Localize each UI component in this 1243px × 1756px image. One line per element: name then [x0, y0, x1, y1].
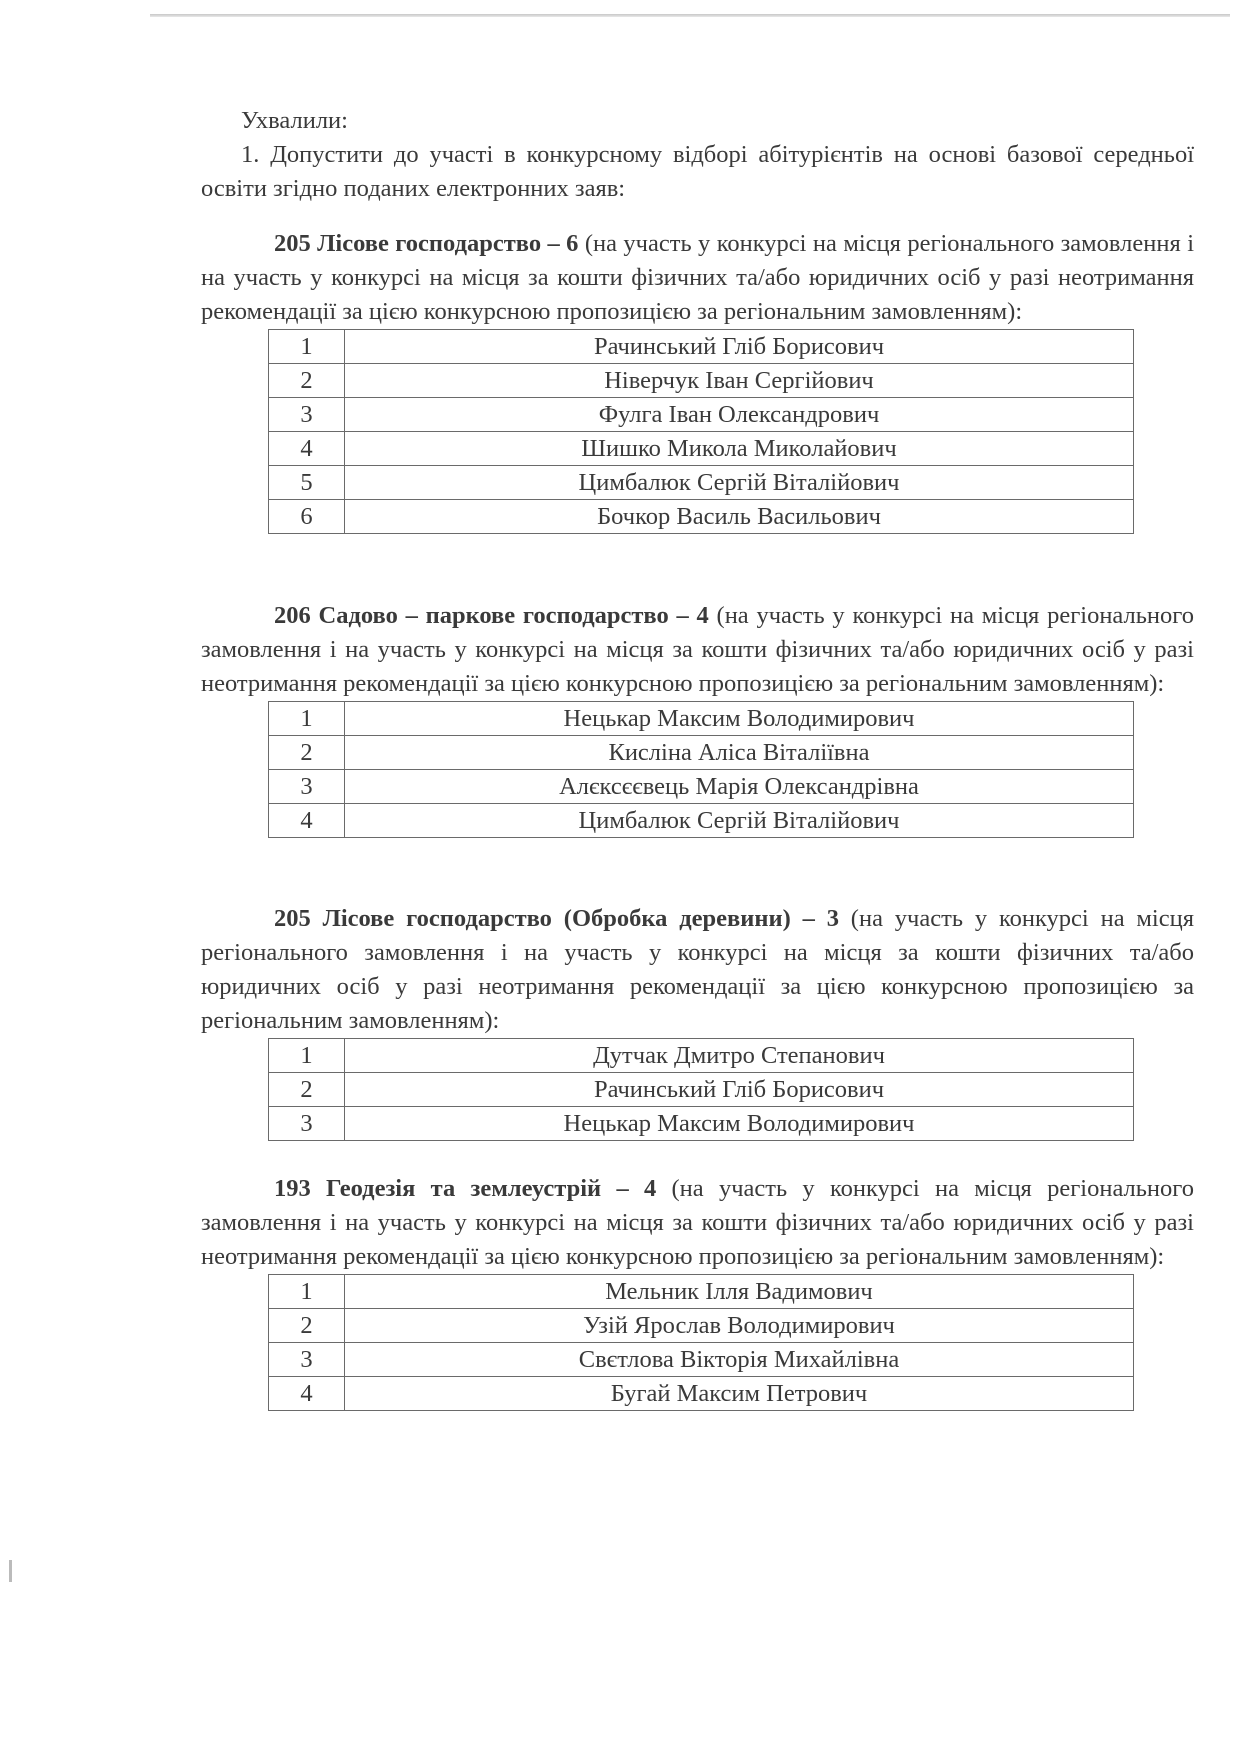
- applicant-name: Ніверчук Іван Сергійович: [345, 364, 1134, 398]
- row-number: 4: [269, 804, 345, 838]
- applicant-name: Рачинський Гліб Борисович: [345, 1073, 1134, 1107]
- table-row: [269, 398, 1134, 432]
- row-number: 1: [269, 1275, 345, 1309]
- table-row: [269, 702, 1134, 736]
- section-heading: 206 Садово – паркове господарство – 4: [274, 602, 709, 629]
- table-row: [269, 804, 1134, 838]
- table-row: [269, 1275, 1134, 1309]
- row-number: 2: [269, 1073, 345, 1107]
- resolution-item-1: 1. Допустити до участі в конкурсному відборі абітурієнтів на основі базової середньої освіти згідно поданих електронних заяв:: [201, 141, 1194, 202]
- applicants-table: [268, 701, 1134, 838]
- section-note: (на участь у конкурсі на місця регіонального замовлення і на участь у конкурсі на місця за кошти фізичних та/або юридичних осіб у разі неотримання рекомендації за цією конкурсною пропозицією за регіональним замовленням):: [201, 230, 1195, 325]
- row-number: 4: [269, 432, 345, 466]
- table-row: [269, 1343, 1134, 1377]
- table-row: [269, 1377, 1134, 1411]
- section-paragraph: [201, 902, 1194, 1038]
- applicant-name: Мельник Ілля Вадимович: [345, 1275, 1134, 1309]
- applicants-table: [268, 1038, 1134, 1141]
- row-number: 3: [269, 1343, 345, 1377]
- row-number: 2: [269, 364, 345, 398]
- section-note: (на участь у конкурсі на місця регіонального замовлення і на участь у конкурсі на місця за кошти фізичних та/або юридичних осіб у разі неотримання рекомендації за цією конкурсною пропозицією за регіональним замовленням):: [201, 602, 1194, 697]
- table-row: [269, 330, 1134, 364]
- table-row: [269, 1107, 1134, 1141]
- applicant-name: Узій Ярослав Володимирович: [345, 1309, 1134, 1343]
- section-205-woodworking: [201, 902, 1194, 1141]
- row-number: 2: [269, 1309, 345, 1343]
- table-row: [269, 364, 1134, 398]
- resolved-label: Ухвалили:: [241, 107, 348, 134]
- row-number: 5: [269, 466, 345, 500]
- applicant-name: Цимбалюк Сергій Віталійович: [345, 804, 1134, 838]
- row-number: 3: [269, 1107, 345, 1141]
- row-number: 1: [269, 702, 345, 736]
- row-number: 4: [269, 1377, 345, 1411]
- row-number: 3: [269, 398, 345, 432]
- row-number: 6: [269, 500, 345, 534]
- applicants-table: [268, 1274, 1134, 1411]
- applicant-name: Нецькар Максим Володимирович: [345, 1107, 1134, 1141]
- section-heading: 205 Лісове господарство (Обробка деревини) – 3: [274, 905, 839, 932]
- section-heading: 205 Лісове господарство – 6: [274, 230, 579, 257]
- table-row: [269, 500, 1134, 534]
- applicant-name: Цимбалюк Сергій Віталійович: [345, 466, 1134, 500]
- applicant-name: Бочкор Василь Васильович: [345, 500, 1134, 534]
- table-row: [269, 1073, 1134, 1107]
- section-paragraph: [201, 227, 1194, 329]
- applicant-name: Шишко Микола Миколайович: [345, 432, 1134, 466]
- applicant-name: Свєтлова Вікторія Михайлівна: [345, 1343, 1134, 1377]
- applicant-name: Бугай Максим Петрович: [345, 1377, 1134, 1411]
- row-number: 1: [269, 330, 345, 364]
- applicant-name: Дутчак Дмитро Степанович: [345, 1039, 1134, 1073]
- applicant-name: Нецькар Максим Володимирович: [345, 702, 1134, 736]
- table-row: [269, 1309, 1134, 1343]
- section-paragraph: [201, 599, 1194, 701]
- scan-edge: [150, 14, 1230, 17]
- applicant-name: Алєксєєвець Марія Олександрівна: [345, 770, 1134, 804]
- table-row: [269, 770, 1134, 804]
- table-row: [269, 1039, 1134, 1073]
- table-row: [269, 432, 1134, 466]
- section-205-forestry: [201, 227, 1194, 534]
- section-206-landscape: [201, 599, 1194, 838]
- section-paragraph: [201, 1172, 1194, 1274]
- row-number: 1: [269, 1039, 345, 1073]
- section-note: (на участь у конкурсі на місця регіонального замовлення і на участь у конкурсі на місця за кошти фізичних та/або юридичних осіб у разі неотримання рекомендації за цією конкурсною пропозицією за регіональним замовленням):: [201, 905, 1194, 1034]
- table-row: [269, 736, 1134, 770]
- section-193-geodesy: [201, 1172, 1194, 1411]
- section-note: (на участь у конкурсі на місця регіонального замовлення і на участь у конкурсі на місця за кошти фізичних та/або юридичних осіб у разі неотримання рекомендації за цією конкурсною пропозицією за регіональним замовленням):: [201, 1175, 1194, 1270]
- applicant-name: Фулга Іван Олександрович: [345, 398, 1134, 432]
- applicant-name: Рачинський Гліб Борисович: [345, 330, 1134, 364]
- row-number: 3: [269, 770, 345, 804]
- applicants-table: [268, 329, 1134, 534]
- section-heading: 193 Геодезія та землеустрій – 4: [274, 1175, 657, 1202]
- row-number: 2: [269, 736, 345, 770]
- table-row: [269, 466, 1134, 500]
- applicant-name: Кисліна Аліса Віталіївна: [345, 736, 1134, 770]
- scan-mark: [9, 1560, 12, 1582]
- intro-block: [201, 104, 1194, 206]
